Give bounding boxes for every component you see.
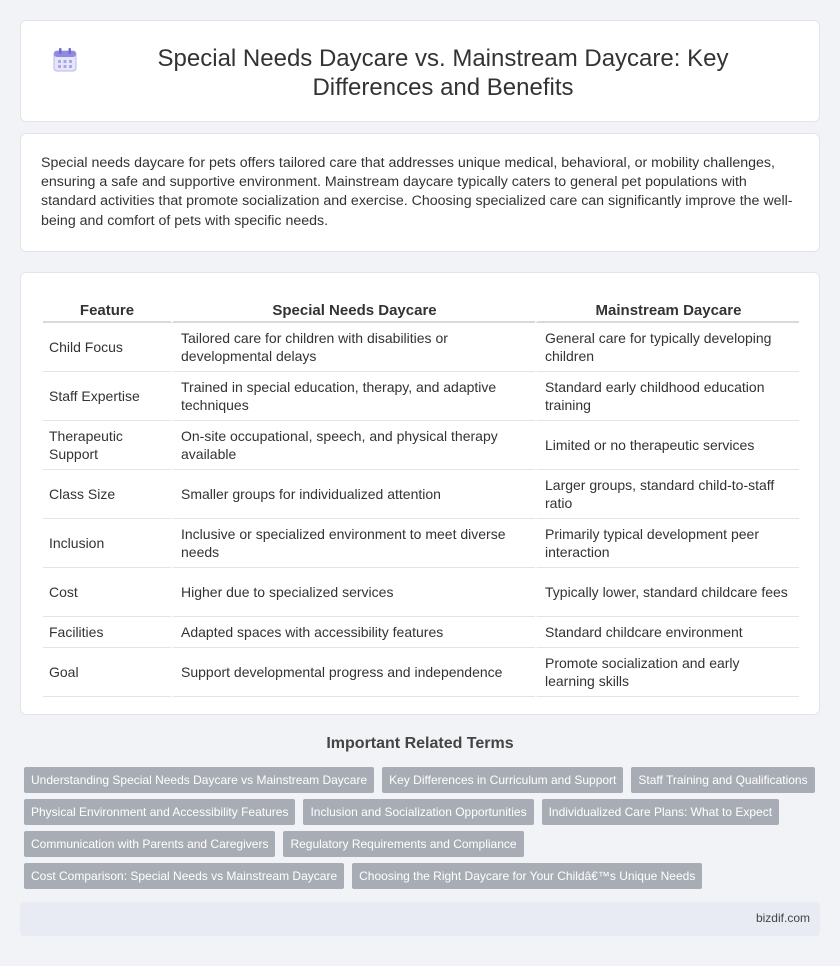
feature-cell: Class Size	[43, 470, 171, 519]
related-terms-title: Important Related Terms	[326, 735, 514, 752]
related-term-link[interactable]: Choosing the Right Daycare for Your Childâ€™s Unique Needs	[352, 863, 702, 889]
mainstream-cell: Larger groups, standard child-to-staff ratio	[535, 470, 799, 519]
mainstream-cell: Standard early childhood education training	[535, 372, 799, 421]
page-title: Special Needs Daycare vs. Mainstream Daycare: Key Differences and Benefits	[157, 45, 729, 101]
table-row	[43, 648, 799, 697]
special-needs-cell: Support developmental progress and independence	[171, 648, 535, 697]
feature-cell: Facilities	[43, 617, 171, 648]
special-needs-cell: Tailored care for children with disabilities or developmental delays	[171, 323, 535, 372]
table-row	[43, 519, 799, 568]
comparison-table-card	[20, 272, 820, 715]
special-needs-cell: Adapted spaces with accessibility features	[171, 617, 535, 648]
related-term-link[interactable]: Inclusion and Socialization Opportunities	[303, 799, 533, 825]
table-row	[43, 323, 799, 372]
comparison-table	[43, 293, 799, 697]
feature-cell: Inclusion	[43, 519, 171, 568]
related-term-link[interactable]: Regulatory Requirements and Compliance	[283, 831, 523, 857]
table-row	[43, 470, 799, 519]
feature-cell: Staff Expertise	[43, 372, 171, 421]
related-term-link[interactable]: Communication with Parents and Caregivers	[24, 831, 275, 857]
related-term-link[interactable]: Key Differences in Curriculum and Support	[382, 767, 623, 793]
mainstream-cell: General care for typically developing children	[535, 323, 799, 372]
calendar-icon	[51, 46, 79, 74]
table-row	[43, 568, 799, 617]
related-term-link[interactable]: Understanding Special Needs Daycare vs Mainstream Daycare	[24, 767, 374, 793]
special-needs-cell: Inclusive or specialized environment to meet diverse needs	[171, 519, 535, 568]
special-needs-cell: Trained in special education, therapy, and adaptive techniques	[171, 372, 535, 421]
feature-cell: Child Focus	[43, 323, 171, 372]
mainstream-cell: Standard childcare environment	[535, 617, 799, 648]
site-name[interactable]: bizdif.com	[755, 911, 810, 925]
table-header-row	[43, 293, 799, 323]
mainstream-cell: Primarily typical development peer interaction	[535, 519, 799, 568]
footer	[20, 902, 820, 936]
feature-cell: Goal	[43, 648, 171, 697]
header-mainstream: Mainstream Daycare	[535, 293, 799, 323]
intro-paragraph: Special needs daycare for pets offers tailored care that addresses unique medical, behavioral, or mobility challenges, ensuring a safe and supportive environment. Mainstream daycare typically caters to general pet populations with standard activities that promote socialization and exercise. Choosing specialized care can significantly improve the well-being and comfort of pets with specific needs.	[41, 155, 793, 229]
header-feature: Feature	[43, 293, 171, 323]
header-card	[20, 20, 820, 122]
special-needs-cell: On-site occupational, speech, and physical therapy available	[171, 421, 535, 470]
table-row	[43, 617, 799, 648]
mainstream-cell: Limited or no therapeutic services	[535, 421, 799, 470]
related-term-link[interactable]: Individualized Care Plans: What to Expect	[542, 799, 779, 825]
intro-card	[20, 133, 820, 252]
related-term-link[interactable]: Staff Training and Qualifications	[631, 767, 814, 793]
related-term-link[interactable]: Physical Environment and Accessibility Features	[24, 799, 295, 825]
header-special-needs: Special Needs Daycare	[171, 293, 535, 323]
special-needs-cell: Higher due to specialized services	[171, 568, 535, 617]
special-needs-cell: Smaller groups for individualized attention	[171, 470, 535, 519]
feature-cell: Cost	[43, 568, 171, 617]
feature-cell: Therapeutic Support	[43, 421, 171, 470]
related-terms-list	[24, 767, 820, 895]
table-row	[43, 372, 799, 421]
mainstream-cell: Promote socialization and early learning skills	[535, 648, 799, 697]
table-row	[43, 421, 799, 470]
related-term-link[interactable]: Cost Comparison: Special Needs vs Mainstream Daycare	[24, 863, 344, 889]
mainstream-cell: Typically lower, standard childcare fees	[535, 568, 799, 617]
